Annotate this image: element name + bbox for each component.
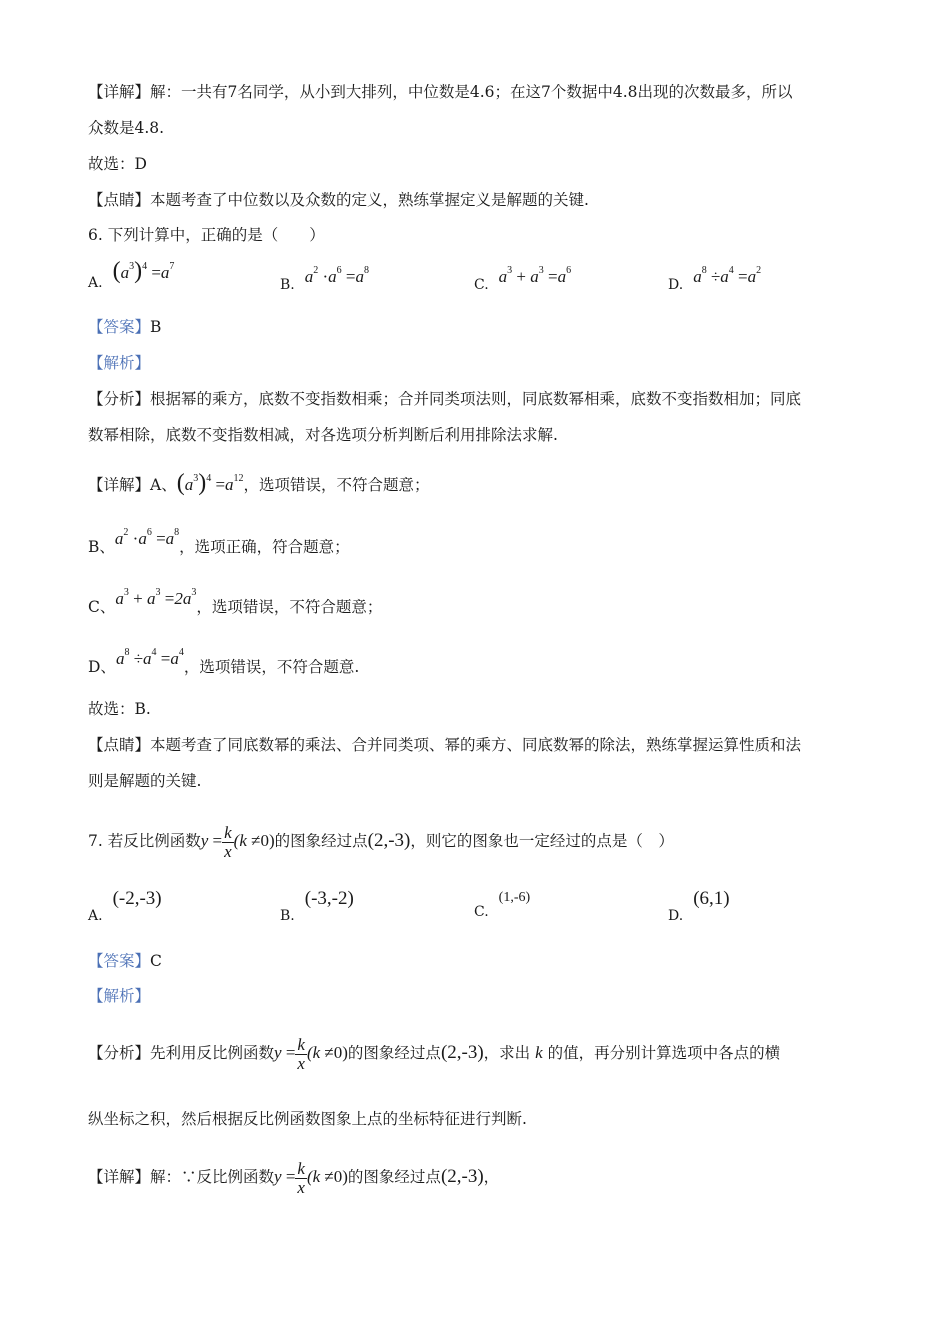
option-label: A. <box>88 275 103 291</box>
detail-6-d <box>88 647 360 678</box>
func-expr: y = $\frac{k}{x}$ (k ≠0) <box>200 822 275 861</box>
detail-line-1: 【详解】解：一共有7名同学，从小到大排列，中位数是4.6；在这7个数据中4.8出现的次数最多，所以 <box>88 83 793 101</box>
analysis-tag-6: 【解析】 <box>88 354 151 372</box>
q7-prefix: 7. 若反比例函数 <box>88 832 201 850</box>
detail-prefix: C、 <box>88 598 116 616</box>
comment-6-line-2: 则是解题的关键. <box>88 772 202 790</box>
analysis-post: ，求出 <box>483 1044 531 1062</box>
answer-7 <box>88 950 162 972</box>
answer-value: B <box>150 318 162 336</box>
option-label: B. <box>280 277 295 293</box>
option-label: C. <box>474 904 489 920</box>
detail-suffix: ，选项错误，不符合题意； <box>243 476 430 494</box>
option-label: C. <box>474 277 489 293</box>
detail-6-b <box>88 527 350 558</box>
choice-6: 故选：B. <box>88 700 151 718</box>
analysis-tag-7: 【解析】 <box>88 987 151 1005</box>
q7-option-a <box>88 888 162 924</box>
question-7 <box>88 818 674 864</box>
given-point: (2,-3) <box>367 830 411 851</box>
detail-prefix: 【详解】解：∵反比例函数 <box>88 1168 275 1186</box>
detail-expr: $a^8 \div a^4 =a^4$ <box>115 647 184 668</box>
option-label: A. <box>88 908 103 924</box>
detail-suffix: ，选项错误，不符合题意； <box>196 598 383 616</box>
option-label: D. <box>668 277 684 293</box>
comment-6-line-1: 【点睛】本题考查了同底数幂的乘法、合并同类项、幂的乘方、同底数幂的除法，熟练掌握运算性质和法 <box>88 736 802 754</box>
detail-prefix: 【详解】A、 <box>88 476 177 494</box>
analysis-6-line-2: 数幂相除，底数不变指数相减，对各选项分析判断后利用排除法求解. <box>88 426 558 444</box>
option-expr: $a^8 \div a^4 =a^2$ <box>693 265 762 286</box>
q7-option-d <box>668 888 730 924</box>
q7-mid: 的图象经过点 <box>274 832 368 850</box>
analysis-prefix: 【分析】先利用反比例函数 <box>88 1044 275 1062</box>
analysis-post-2: 的值，再分别计算选项中各点的横 <box>547 1044 781 1062</box>
detail-prefix: B、 <box>88 538 115 556</box>
answer-value: C <box>150 952 162 970</box>
k-symbol: k <box>535 1043 543 1062</box>
detail-suffix: ， <box>483 1168 500 1186</box>
q6-option-a <box>88 258 175 291</box>
given-point: (2,-3) <box>440 1166 484 1187</box>
option-expr: $a^3 + a^3 =a^6$ <box>498 265 572 286</box>
detail-prefix: D、 <box>88 658 116 676</box>
detail-expr: $a^3 + a^3 =2a^3$ <box>115 587 197 608</box>
option-expr: $a^2 \cdot a^6 =a^8$ <box>304 265 370 286</box>
comment-line: 【点睛】本题考查了中位数以及众数的定义，熟练掌握定义是解题的关键. <box>88 191 589 209</box>
q7-suffix: ，则它的图象也一定经过的点是（ ） <box>410 832 674 850</box>
analysis-mid: 的图象经过点 <box>347 1044 441 1062</box>
detail-6-c <box>88 587 383 618</box>
option-point: (-2,-3) <box>112 888 162 909</box>
func-expr: y = $\frac{k}{x}$ (k ≠0) <box>274 1158 348 1197</box>
detail-expr: $a^2 \cdot a^6 =a^8$ <box>114 527 180 548</box>
option-point: (1,-6) <box>498 890 531 905</box>
option-label: B. <box>280 908 295 924</box>
detail-suffix: ，选项错误，不符合题意. <box>183 658 360 676</box>
q7-option-b <box>280 888 354 924</box>
q7-option-c <box>474 890 531 920</box>
option-point: (6,1) <box>693 888 730 909</box>
detail-mid: 的图象经过点 <box>347 1168 441 1186</box>
analysis-6-line-1: 【分析】根据幂的乘方，底数不变指数相乘；合并同类项法则，同底数幂相乘，底数不变指数相加；同底 <box>88 390 802 408</box>
choice-line: 故选：D <box>88 155 147 173</box>
answer-tag: 【答案】 <box>88 318 151 336</box>
analysis-7-line-2: 纵坐标之积，然后根据反比例函数图象上点的坐标特征进行判断. <box>88 1110 527 1128</box>
answer-6 <box>88 316 161 338</box>
detail-suffix: ，选项正确，符合题意； <box>179 538 350 556</box>
q6-option-c <box>474 265 572 293</box>
given-point: (2,-3) <box>440 1042 484 1063</box>
q6-option-d <box>668 265 762 293</box>
option-expr: $(a^3)^4 =a^7$ <box>112 258 175 284</box>
option-point: (-3,-2) <box>304 888 354 909</box>
detail-line-2: 众数是4.8. <box>88 119 165 137</box>
q6-option-b <box>280 265 370 293</box>
analysis-7-line-1 <box>88 1030 780 1076</box>
func-expr: y = $\frac{k}{x}$ (k ≠0) <box>274 1034 348 1073</box>
detail-expr: $(a^3)^4 =a^{12}$ <box>176 470 244 496</box>
answer-tag: 【答案】 <box>88 952 151 970</box>
detail-6-a <box>88 468 430 496</box>
option-label: D. <box>668 908 684 924</box>
question-6: 6. 下列计算中，正确的是（ ） <box>88 226 325 244</box>
detail-7-line-1 <box>88 1154 499 1200</box>
